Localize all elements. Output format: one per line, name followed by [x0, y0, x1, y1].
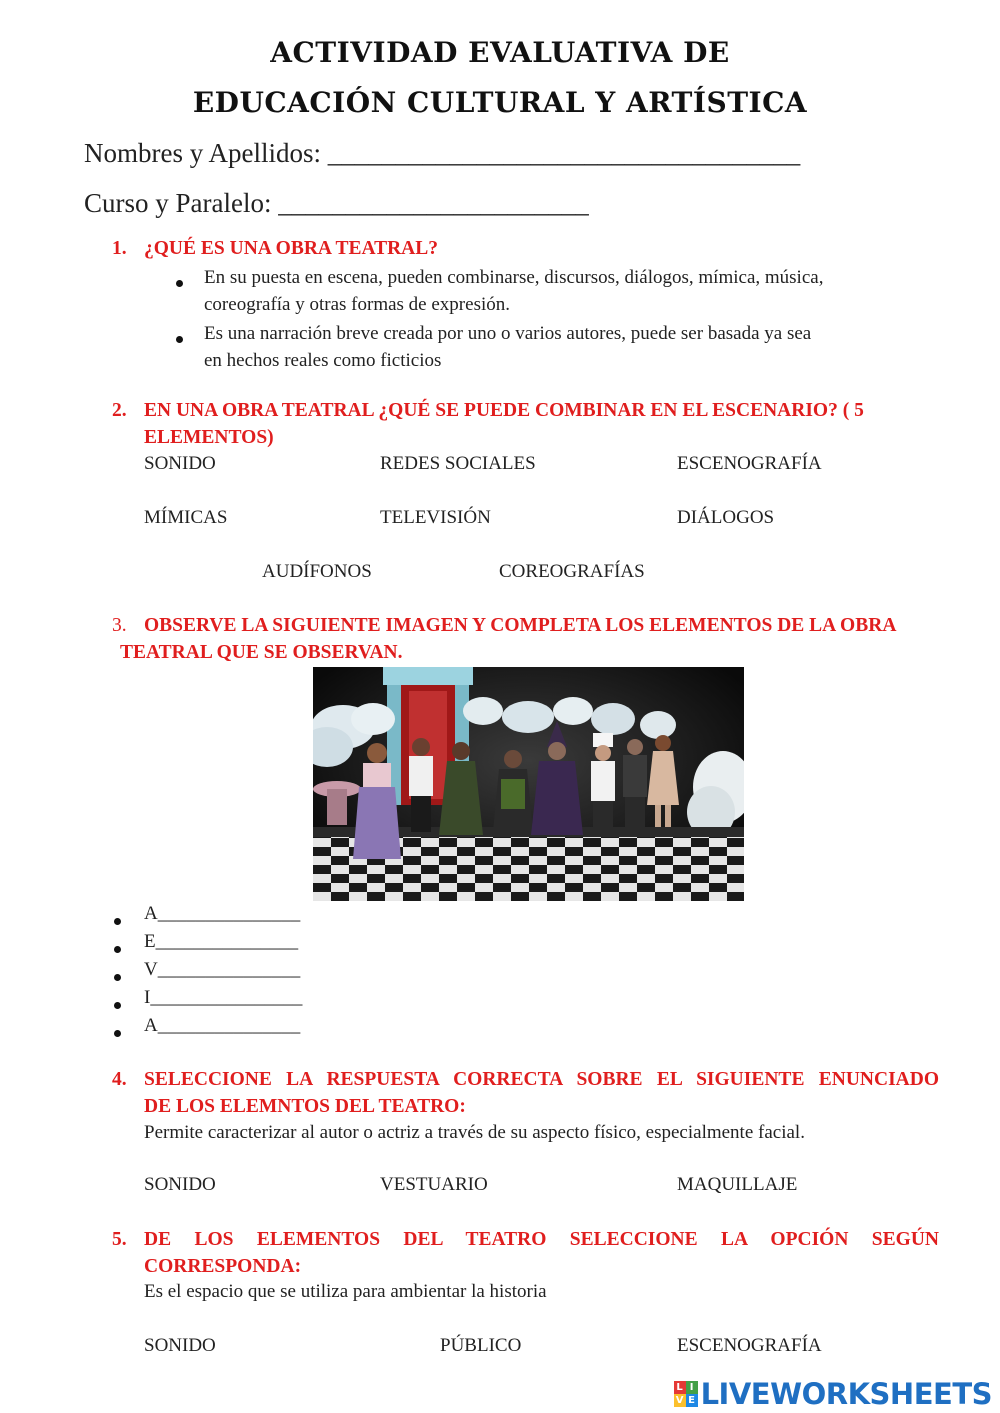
- question-text-line-1: EN UNA OBRA TEATRAL ¿QUÉ SE PUEDE COMBINAR EN EL ESCENARIO? ( 5: [144, 400, 864, 421]
- logo-text: LIVEWORKSHEETS: [700, 1377, 992, 1411]
- blank-a[interactable]: A_______________: [144, 903, 301, 924]
- question-number: 2.: [112, 400, 127, 421]
- question-text-line-2: TEATRAL QUE SE OBSERVAN.: [120, 642, 403, 663]
- option-escenografia[interactable]: ESCENOGRAFÍA: [677, 453, 822, 474]
- option-sonido[interactable]: SONIDO: [144, 453, 216, 474]
- question-text: ¿QUÉ ES UNA OBRA TEATRAL?: [144, 238, 439, 259]
- option-television[interactable]: TELEVISIÓN: [380, 507, 491, 528]
- title-line-1: ACTIVIDAD EVALUATIVA DE: [270, 36, 730, 69]
- bullet-dot: [176, 330, 183, 348]
- course-field[interactable]: Curso y Paralelo: _______________________: [84, 188, 589, 218]
- blank-e[interactable]: E_______________: [144, 931, 299, 952]
- question-3: [112, 615, 896, 637]
- question-number: 5.: [112, 1229, 127, 1250]
- question-text-line-2: DE LOS ELEMNTOS DEL TEATRO:: [144, 1096, 466, 1117]
- bullet-line: En su puesta en escena, pueden combinarse, discursos, diálogos, mímica, música,: [204, 267, 824, 288]
- option-redes-sociales[interactable]: REDES SOCIALES: [380, 453, 536, 474]
- option-dialogos[interactable]: DIÁLOGOS: [677, 507, 775, 528]
- blank-a2[interactable]: A_______________: [144, 1015, 301, 1036]
- option-vestuario[interactable]: VESTUARIO: [380, 1174, 488, 1195]
- option-mimicas[interactable]: MÍMICAS: [144, 507, 228, 528]
- bullet-dot: [176, 274, 183, 292]
- option-coreografias[interactable]: COREOGRAFÍAS: [499, 561, 645, 582]
- bullet-dot: [114, 996, 121, 1014]
- option-publico[interactable]: PÚBLICO: [440, 1335, 522, 1356]
- option-sonido-q5[interactable]: SONIDO: [144, 1335, 216, 1356]
- liveworksheets-logo[interactable]: [674, 1377, 992, 1411]
- q1-bullet-2: [204, 320, 811, 374]
- question-1: [112, 238, 438, 260]
- title-line-2: EDUCACIÓN CULTURAL Y ARTÍSTICA: [192, 86, 808, 119]
- logo-mark-letter: E: [686, 1394, 698, 1407]
- bullet-line: en hechos reales como ficticios: [204, 350, 442, 371]
- question-4: [112, 1069, 939, 1091]
- question-number: 3.: [112, 615, 127, 636]
- blank-v[interactable]: V_______________: [144, 959, 301, 980]
- question-text-line-1: SELECCIONE LA RESPUESTA CORRECTA SOBRE EL SIGUIENTE ENUNCIADO: [144, 1069, 939, 1090]
- logo-mark-letter: L: [674, 1381, 686, 1394]
- bullet-dot: [114, 968, 121, 986]
- bullet-dot: [114, 912, 121, 930]
- bullet-line: coreografía y otras formas de expresión.: [204, 294, 510, 315]
- question-number: 4.: [112, 1069, 127, 1090]
- question-5: [112, 1229, 939, 1251]
- q4-statement: Permite caracterizar al autor o actriz a través de su aspecto físico, especialmente facial.: [144, 1122, 805, 1143]
- question-2: [112, 400, 864, 422]
- question-text-line-1: OBSERVE LA SIGUIENTE IMAGEN Y COMPLETA LOS ELEMENTOS DE LA OBRA: [144, 615, 897, 636]
- logo-mark-letter: V: [674, 1394, 686, 1407]
- bullet-dot: [114, 940, 121, 958]
- question-text-line-2: ELEMENTOS): [144, 427, 274, 448]
- option-sonido-q4[interactable]: SONIDO: [144, 1174, 216, 1195]
- bullet-dot: [114, 1024, 121, 1042]
- question-text-line-1: DE LOS ELEMENTOS DEL TEATRO SELECCIONE LA OPCIÓN SEGÚN: [144, 1229, 939, 1250]
- q5-statement: Es el espacio que se utiliza para ambientar la historia: [144, 1281, 547, 1302]
- logo-mark-letter: I: [686, 1381, 698, 1394]
- theater-stage-photo: [313, 667, 744, 901]
- question-number: 1.: [112, 238, 127, 259]
- stage-illustration: [313, 667, 744, 901]
- blank-i[interactable]: I________________: [144, 987, 303, 1008]
- bullet-line: Es una narración breve creada por uno o varios autores, puede ser basada ya sea: [204, 323, 812, 344]
- option-maquillaje[interactable]: MAQUILLAJE: [677, 1174, 798, 1195]
- q1-bullet-1: [204, 264, 823, 318]
- option-escenografia-q5[interactable]: ESCENOGRAFÍA: [677, 1335, 822, 1356]
- logo-mark-icon: [674, 1381, 698, 1407]
- option-audifonos[interactable]: AUDÍFONOS: [262, 561, 372, 582]
- names-field[interactable]: Nombres y Apellidos: ___________________________________: [84, 138, 801, 168]
- question-text-line-2: CORRESPONDA:: [144, 1256, 302, 1277]
